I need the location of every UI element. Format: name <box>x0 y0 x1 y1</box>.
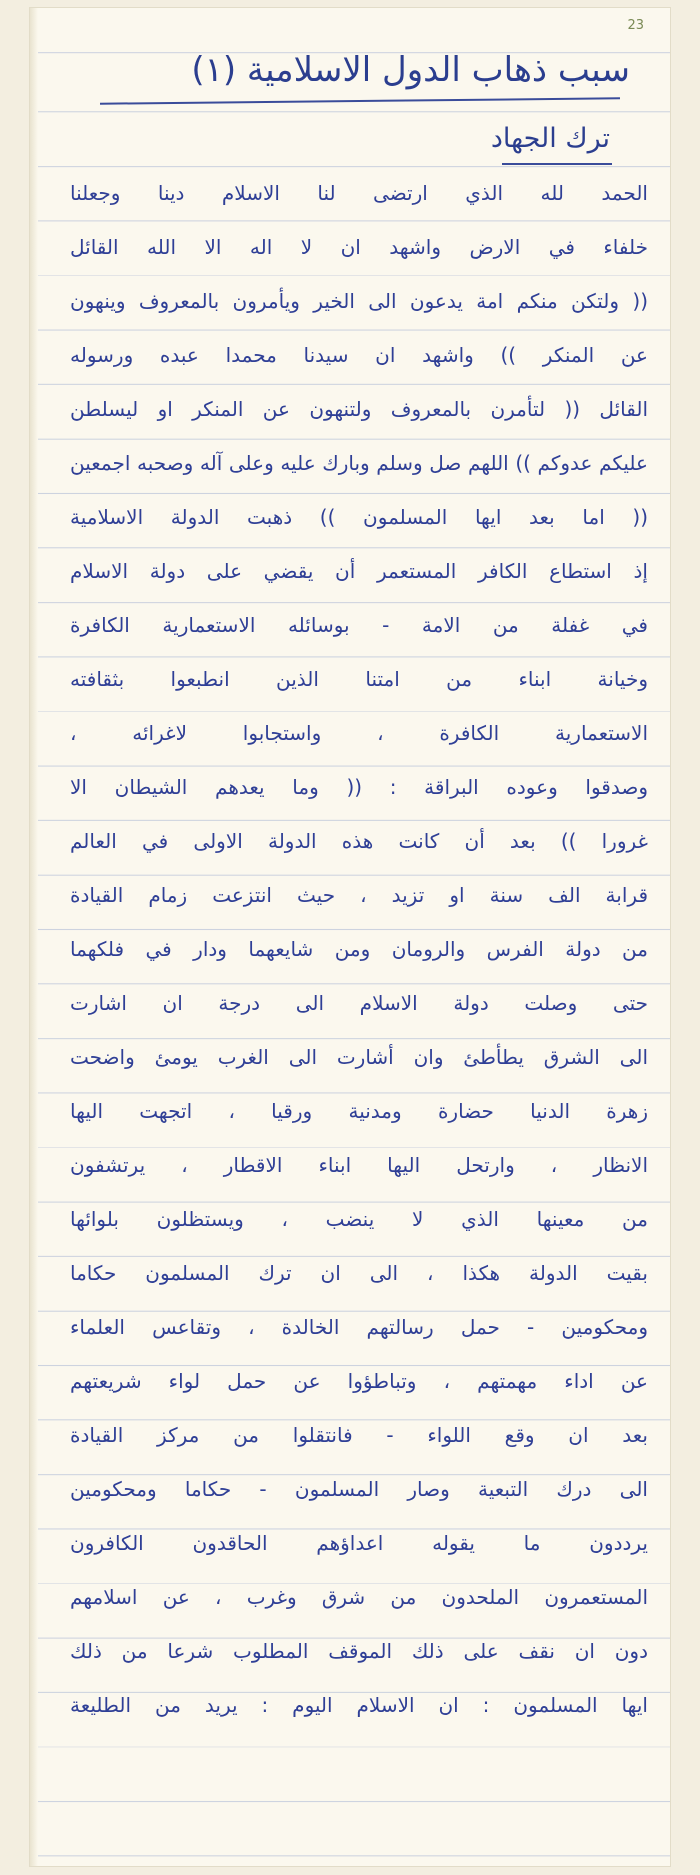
text-line: (( ولتكن منكم امة يدعون الى الخير ويأمرون بالمعروف وينهون <box>70 289 648 313</box>
text-line: المستعمرون الملحدون من شرق وغرب ، عن اسلامهم <box>70 1585 648 1609</box>
text-line: وصدقوا وعوده البراقة : (( وما يعدهم الشيطان الا <box>70 775 648 799</box>
text-line: عن اداء مهمتهم ، وتباطؤوا عن حمل لواء شريعتهم <box>70 1369 648 1393</box>
text-line: زهرة الدنيا حضارة ومدنية ورقيا ، اتجهت اليها <box>70 1099 648 1123</box>
text-line: من دولة الفرس والرومان ومن شايعهما ودار في فلكهما <box>70 937 648 961</box>
text-line: في غفلة من الامة - بوسائله الاستعمارية الكافرة <box>70 613 648 637</box>
handwritten-text-body <box>70 166 648 1732</box>
text-line: وخيانة ابناء من امتنا الذين انطبعوا بثقافته <box>70 667 648 691</box>
text-line: إذ استطاع الكافر المستعمر أن يقضي على دولة الاسلام <box>70 559 648 583</box>
notebook-page <box>30 8 670 1866</box>
text-line: غرورا )) بعد أن كانت هذه الدولة الاولى في العالم <box>70 829 648 853</box>
text-line: حتى وصلت دولة الاسلام الى درجة ان اشارت <box>70 991 648 1015</box>
text-line: عن المنكر )) واشهد ان سيدنا محمدا عبده ورسوله <box>70 343 648 367</box>
page-edge <box>30 8 38 1866</box>
text-line: دون ان نقف على ذلك الموقف المطلوب شرعا من ذلك <box>70 1639 648 1663</box>
folio-number: 23 <box>627 18 644 33</box>
text-line: القائل (( لتأمرن بالمعروف ولتنهون عن المنكر او ليسلطن <box>70 397 648 421</box>
subtitle-underline <box>502 163 612 165</box>
text-line: يرددون ما يقوله اعداؤهم الحاقدون الكافرون <box>70 1531 648 1555</box>
text-line: من معينها الذي لا ينضب ، ويستظلون بلوائها <box>70 1207 648 1231</box>
text-line: عليكم عدوكم )) اللهم صل وسلم وبارك عليه وعلى آله وصحبه اجمعين <box>70 451 648 475</box>
text-line: بقيت الدولة هكذا ، الى ان ترك المسلمون حكاما <box>70 1261 648 1285</box>
text-line: قرابة الف سنة او تزيد ، حيث انتزعت زمام القيادة <box>70 883 648 907</box>
text-line: ايها المسلمون : ان الاسلام اليوم : يريد من الطليعة <box>70 1693 648 1717</box>
text-line: (( اما بعد ايها المسلمون )) ذهبت الدولة الاسلامية <box>70 505 648 529</box>
page-title: سبب ذهاب الدول الاسلامية (١) <box>191 50 630 90</box>
text-line: بعد ان وقع اللواء - فانتقلوا من مركز القيادة <box>70 1423 648 1447</box>
text-line: خلفاء في الارض واشهد ان لا اله الا الله القائل <box>70 235 648 259</box>
text-line: الانظار ، وارتحل اليها ابناء الاقطار ، يرتشفون <box>70 1153 648 1177</box>
text-line: الى درك التبعية وصار المسلمون - حكاما ومحكومين <box>70 1477 648 1501</box>
text-line: الى الشرق يطأطئ وان أشارت الى الغرب يومئ واضحت <box>70 1045 648 1069</box>
text-line: الحمد لله الذي ارتضى لنا الاسلام دينا وجعلنا <box>70 181 648 205</box>
text-line: ومحكومين - حمل رسالتهم الخالدة ، وتقاعس العلماء <box>70 1315 648 1339</box>
title-underline <box>100 97 620 104</box>
text-line: الاستعمارية الكافرة ، واستجابوا لاغرائه ، <box>70 721 648 745</box>
page-subtitle: ترك الجهاد <box>490 123 610 154</box>
